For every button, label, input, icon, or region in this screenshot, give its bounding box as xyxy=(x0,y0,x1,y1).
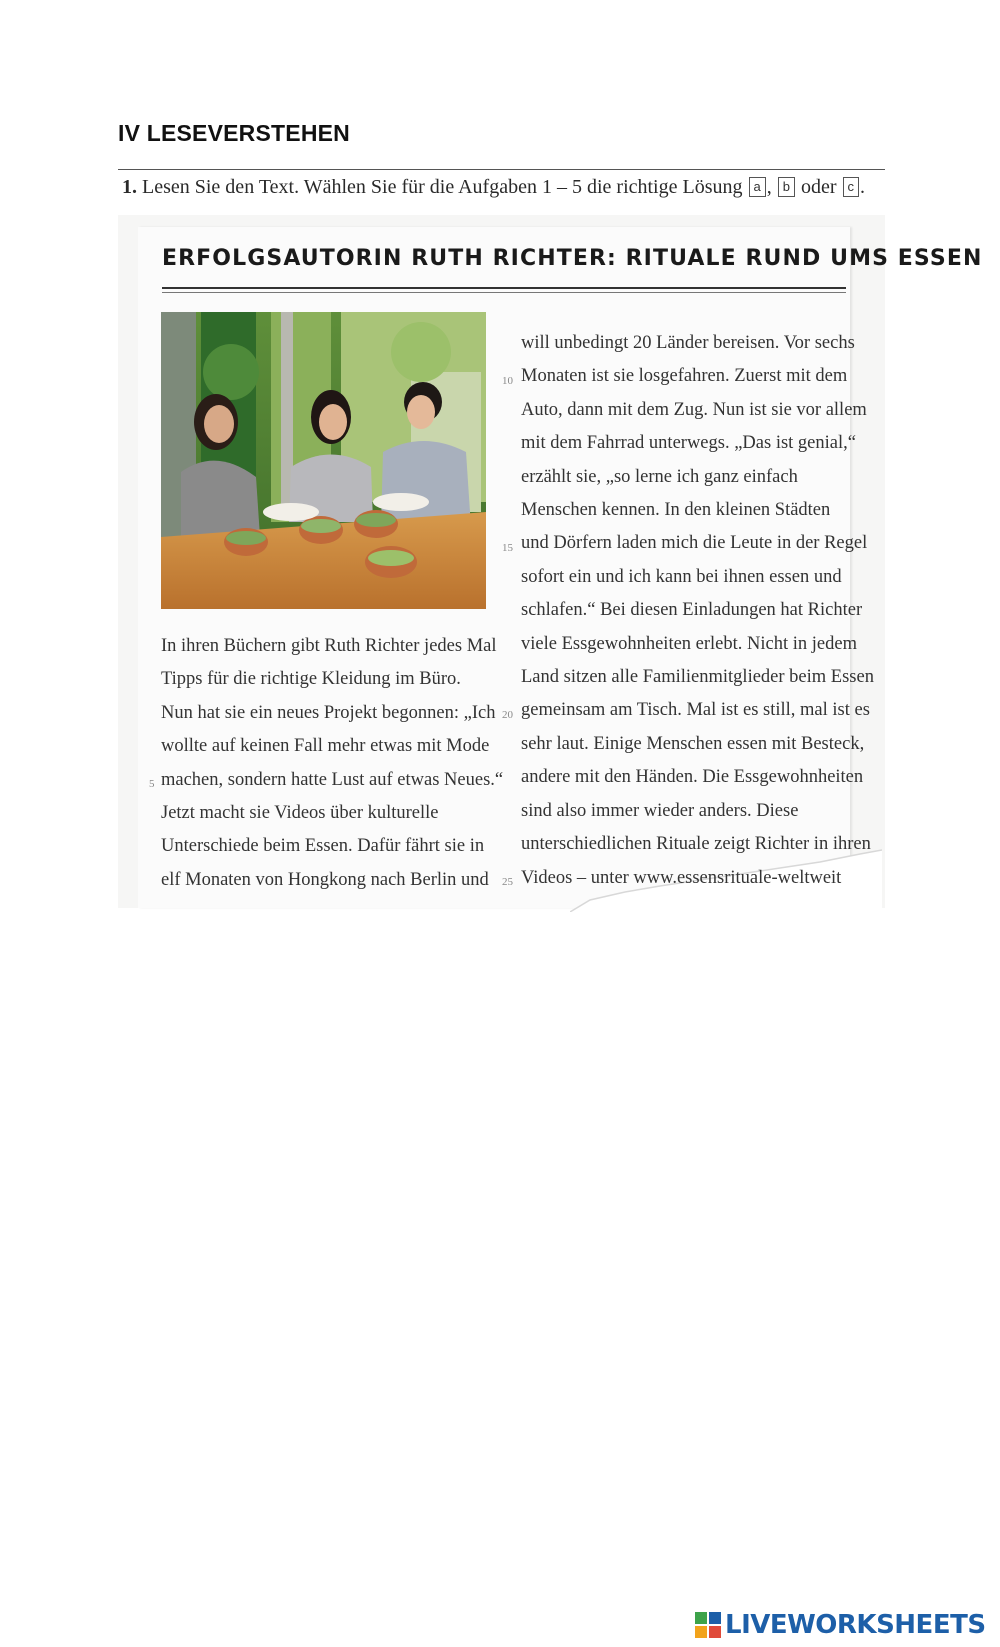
text-line: Unterschiede beim Essen. Dafür fährt sie in xyxy=(161,836,485,857)
text-line: sehr laut. Einige Menschen essen mit Besteck, xyxy=(521,733,865,754)
line-number-20: 20 xyxy=(502,709,513,721)
text-line: mit dem Fahrrad unterwegs. „Das ist genial,“ xyxy=(521,433,856,454)
line-number-5: 5 xyxy=(149,778,155,790)
text-line: erzählt sie, „so lerne ich ganz einfach xyxy=(521,466,798,487)
text-line: Videos – unter www.essensrituale-weltweit xyxy=(521,867,842,888)
option-a-box: a xyxy=(749,177,766,197)
text-line: und Dörfern laden mich die Leute in der Regel xyxy=(521,533,868,554)
line-number-15: 15 xyxy=(502,542,513,554)
task-instruction xyxy=(122,176,865,199)
text-line: Land sitzen alle Familienmitglieder beim Essen xyxy=(521,667,874,688)
text-line: viele Essgewohnheiten erlebt. Nicht in jedem xyxy=(521,633,857,654)
text-line: Nun hat sie ein neues Projekt begonnen: „Ich xyxy=(161,702,496,723)
text-line: Jetzt macht sie Videos über kulturelle xyxy=(161,803,439,824)
task-number: 1. xyxy=(122,176,137,198)
article-headline: ERFOLGSAUTORIN RUTH RICHTER: RITUALE RUND UMS ESSEN xyxy=(162,246,983,271)
liveworksheets-logo-icon xyxy=(695,1612,721,1638)
text-line: unterschiedlichen Rituale zeigt Richter in ihren xyxy=(521,834,871,855)
article-photo xyxy=(161,312,486,609)
text-line: Tipps für die richtige Kleidung im Büro. xyxy=(161,669,461,690)
text-line: wollte auf keinen Fall mehr etwas mit Mode xyxy=(161,736,490,757)
line-number-10: 10 xyxy=(502,375,513,387)
separator: , xyxy=(766,176,772,198)
text-line: will unbedingt 20 Länder bereisen. Vor sechs xyxy=(521,333,855,353)
text-line: schlafen.“ Bei diesen Einladungen hat Richter xyxy=(521,600,863,621)
or-word: oder xyxy=(800,176,837,198)
instruction-text: Lesen Sie den Text. Wählen Sie für die Aufgaben 1 – 5 die richtige Lösung xyxy=(142,176,743,198)
text-line: machen, sondern hatte Lust auf etwas Neues.“ xyxy=(161,769,504,790)
text-line: gemeinsam am Tisch. Mal ist es still, mal ist es xyxy=(521,700,870,721)
headline-rule-thin xyxy=(162,292,846,293)
instruction-end: . xyxy=(860,176,866,198)
divider xyxy=(118,169,885,170)
text-line: sofort ein und ich kann bei ihnen essen und xyxy=(521,566,842,587)
article-column-left xyxy=(161,630,504,897)
line-number-25: 25 xyxy=(502,876,513,888)
text-line: In ihren Büchern gibt Ruth Richter jedes Mal xyxy=(161,636,497,656)
headline-rule xyxy=(162,287,846,289)
option-c-box: c xyxy=(843,177,860,197)
text-line: Monaten ist sie losgefahren. Zuerst mit dem xyxy=(521,366,848,387)
text-line: Menschen kennen. In den kleinen Städten xyxy=(521,500,831,521)
brand-name: LIVEWORKSHEETS xyxy=(725,1610,986,1640)
article-column-right xyxy=(521,327,874,895)
liveworksheets-brand[interactable] xyxy=(695,1610,986,1640)
text-line: sind also immer wieder anders. Diese xyxy=(521,800,799,821)
section-title: IV LESEVERSTEHEN xyxy=(118,120,350,146)
text-line: andere mit den Händen. Die Essgewohnheiten xyxy=(521,767,864,788)
option-b-box: b xyxy=(778,177,795,197)
text-line: Auto, dann mit dem Zug. Nun ist sie vor allem xyxy=(521,399,867,420)
text-line: elf Monaten von Hongkong nach Berlin und xyxy=(161,869,489,890)
